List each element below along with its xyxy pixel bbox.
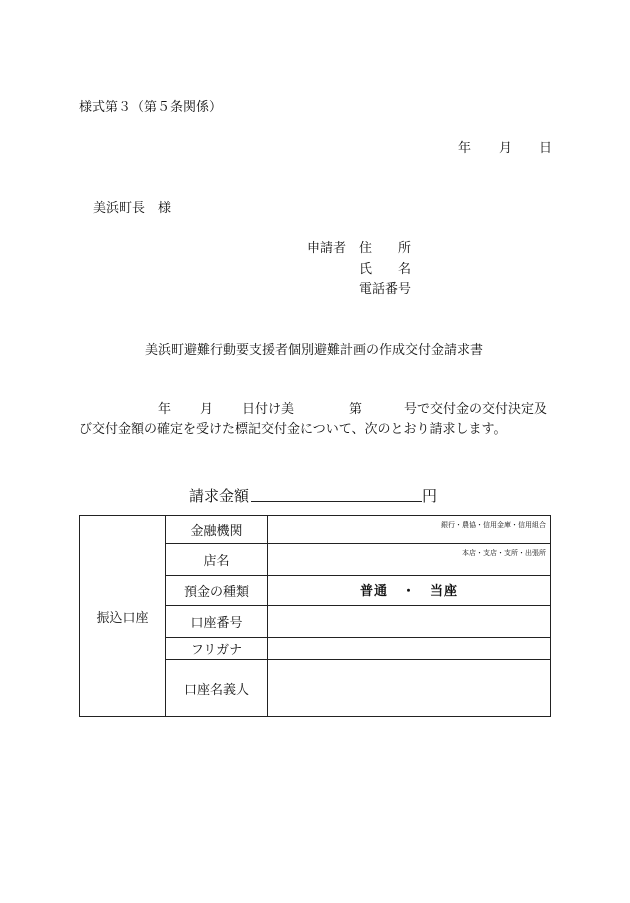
form-number-label: 様式第３（第５条関係） xyxy=(79,100,223,115)
body-line2: び交付金額の確定を受けた標記交付金について、次のとおり請求します。 xyxy=(79,422,507,437)
date-day-label: 日 xyxy=(539,141,553,156)
bank-row-holder xyxy=(166,660,550,716)
applicant-phone-label: 電話番号 xyxy=(359,282,412,297)
recipient-label: 美浜町長 様 xyxy=(93,201,172,216)
amount-label: 請求金額 xyxy=(189,487,250,505)
body-year-label: 年 xyxy=(158,402,172,417)
bank-row-furigana xyxy=(166,638,550,660)
bank-row-deposit-type xyxy=(166,576,550,606)
bank-deposit-type-label: 預金の種類 xyxy=(166,576,268,605)
bank-account-number-field[interactable] xyxy=(268,606,550,637)
bank-furigana-label: フリガナ xyxy=(166,638,268,659)
bank-holder-label: 口座名義人 xyxy=(166,660,268,716)
document-title: 美浜町避難行動要支援者個別避難計画の作成交付金請求書 xyxy=(145,343,484,358)
bank-row-institution xyxy=(166,516,550,544)
bank-branch-field[interactable] xyxy=(268,544,550,575)
body-date-mid-label: 日付け美 xyxy=(242,402,295,417)
bank-section-label: 振込口座 xyxy=(80,516,166,716)
bank-institution-note: 銀行・農協・信用金庫・信用組合 xyxy=(441,521,546,529)
applicant-name-label: 氏 名 xyxy=(359,262,412,277)
deposit-type-choice: 普通 ・ 当座 xyxy=(359,584,458,599)
bank-account-table xyxy=(79,515,551,717)
bank-branch-label: 店名 xyxy=(166,544,268,575)
bank-deposit-type-field[interactable] xyxy=(268,576,550,605)
body-month-label: 月 xyxy=(200,402,214,417)
applicant-address-label: 住 所 xyxy=(359,241,412,256)
bank-furigana-field[interactable] xyxy=(268,638,550,659)
bank-account-number-label: 口座番号 xyxy=(166,606,268,637)
bank-row-branch xyxy=(166,544,550,576)
bank-holder-field[interactable] xyxy=(268,660,550,716)
bank-institution-field[interactable] xyxy=(268,516,550,543)
date-year-label: 年 xyxy=(458,141,472,156)
bank-branch-note: 本店・支店・支所・出張所 xyxy=(462,549,546,557)
body-number-prefix: 第 xyxy=(349,402,363,417)
amount-unit: 円 xyxy=(422,487,438,505)
body-line1-end: 号で交付金の交付決定及 xyxy=(404,402,548,417)
amount-underline xyxy=(251,501,422,502)
applicant-label: 申請者 xyxy=(307,241,347,256)
bank-institution-label: 金融機関 xyxy=(166,516,268,543)
bank-row-account-number xyxy=(166,606,550,638)
date-month-label: 月 xyxy=(499,141,513,156)
